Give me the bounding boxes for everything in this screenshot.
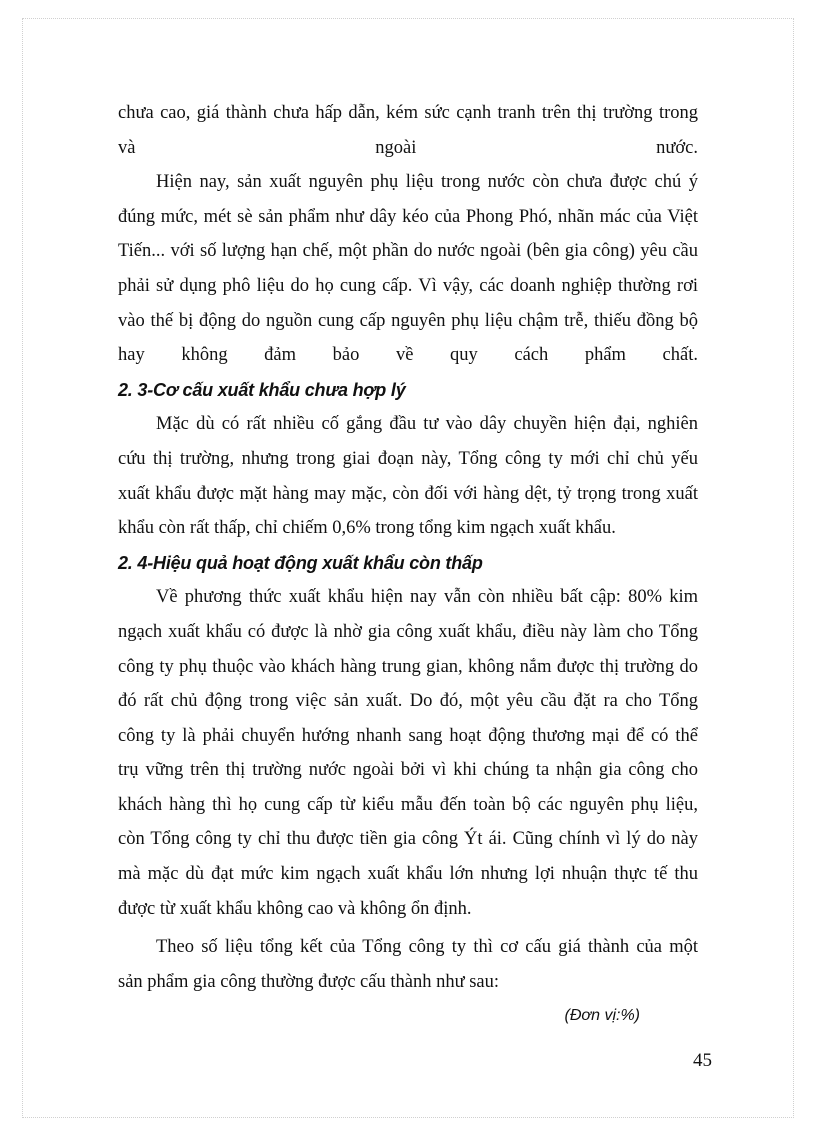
page-number: 45 [693, 1050, 712, 1071]
text-line: Theo số liệu tổng kết của Tổng công ty thì cơ cấu giá thành của một [156, 937, 698, 958]
document-body [118, 96, 698, 1034]
text-line: và ngoài nước. [118, 137, 698, 158]
text-line: công ty phụ thuộc vào khách hàng trung gian, không nắm được thị trường do [118, 656, 698, 677]
text-line: sản phẩm gia công thường được cấu thành như sau: [118, 971, 500, 992]
text-line: Về phương thức xuất khẩu hiện nay vẫn còn nhiều bất cập: 80% kim [156, 587, 698, 608]
text-line: khách hàng thì họ cung cấp từ kiểu mẫu đến toàn bộ các nguyên phụ liệu, [118, 794, 698, 815]
text-line: hay không đảm bảo về quy cách phẩm chất. [118, 345, 698, 366]
text-line: đúng mức, mét sè sản phẩm như dây kéo của Phong Phó, nhãn mác của Việt [118, 206, 698, 227]
text-line: còn Tổng công ty chỉ thu được tiền gia công Ýt ái. Cũng chính vì lý do này [118, 829, 698, 850]
text-line: được từ xuất khẩu không cao và không ổn định. [118, 898, 472, 919]
text-line: Mặc dù có rất nhiều cố gắng đầu tư vào dây chuyền hiện đại, nghiên [156, 414, 698, 435]
unit-label: (Đơn vị:%) [564, 1007, 640, 1025]
text-line: đó rất chủ động trong việc sản xuất. Do đó, một yêu cầu đặt ra cho Tổng [118, 691, 698, 712]
text-line: ngạch xuất khẩu có được là nhờ gia công xuất khẩu, điều này làm cho Tổng [118, 621, 698, 642]
text-line: chưa cao, giá thành chưa hấp dẫn, kém sức cạnh tranh trên thị trường trong [118, 103, 698, 123]
text-line: trụ vững trên thị trường nước ngoài bởi vì khi chúng ta nhận gia công cho [118, 760, 698, 781]
text-line: xuất khẩu được mặt hàng may mặc, còn đối với hàng dệt, tỷ trọng trong xuất [118, 483, 698, 504]
text-line: công ty là phải chuyển hướng nhanh sang hoạt động thương mại để có thể [118, 725, 698, 746]
section-heading: 2. 4-Hiệu quả hoạt động xuất khẩu còn thấp [118, 552, 483, 573]
text-line: phải sử dụng phô liệu do họ cung cấp. Vì vậy, các doanh nghiệp thường rơi [118, 275, 698, 296]
text-line: khẩu còn rất thấp, chỉ chiếm 0,6% trong tổng kim ngạch xuất khẩu. [118, 518, 616, 539]
text-line: Tiến... với số lượng hạn chế, một phần do nước ngoài (bên gia công) yêu cầu [118, 241, 698, 262]
text-line: mà mặc dù đạt mức kim ngạch xuất khẩu lớn nhưng lợi nhuận thực tế thu [118, 864, 698, 885]
text-line: Hiện nay, sản xuất nguyên phụ liệu trong nước còn chưa được chú ý [156, 172, 698, 193]
text-line: cứu thị trường, nhưng trong giai đoạn này, Tổng công ty mới chỉ chủ yếu [118, 448, 698, 469]
section-heading: 2. 3-Cơ cấu xuất khẩu chưa hợp lý [118, 379, 406, 400]
text-line: vào thế bị động do nguồn cung cấp nguyên phụ liệu chậm trễ, thiếu đồng bộ [118, 310, 698, 331]
